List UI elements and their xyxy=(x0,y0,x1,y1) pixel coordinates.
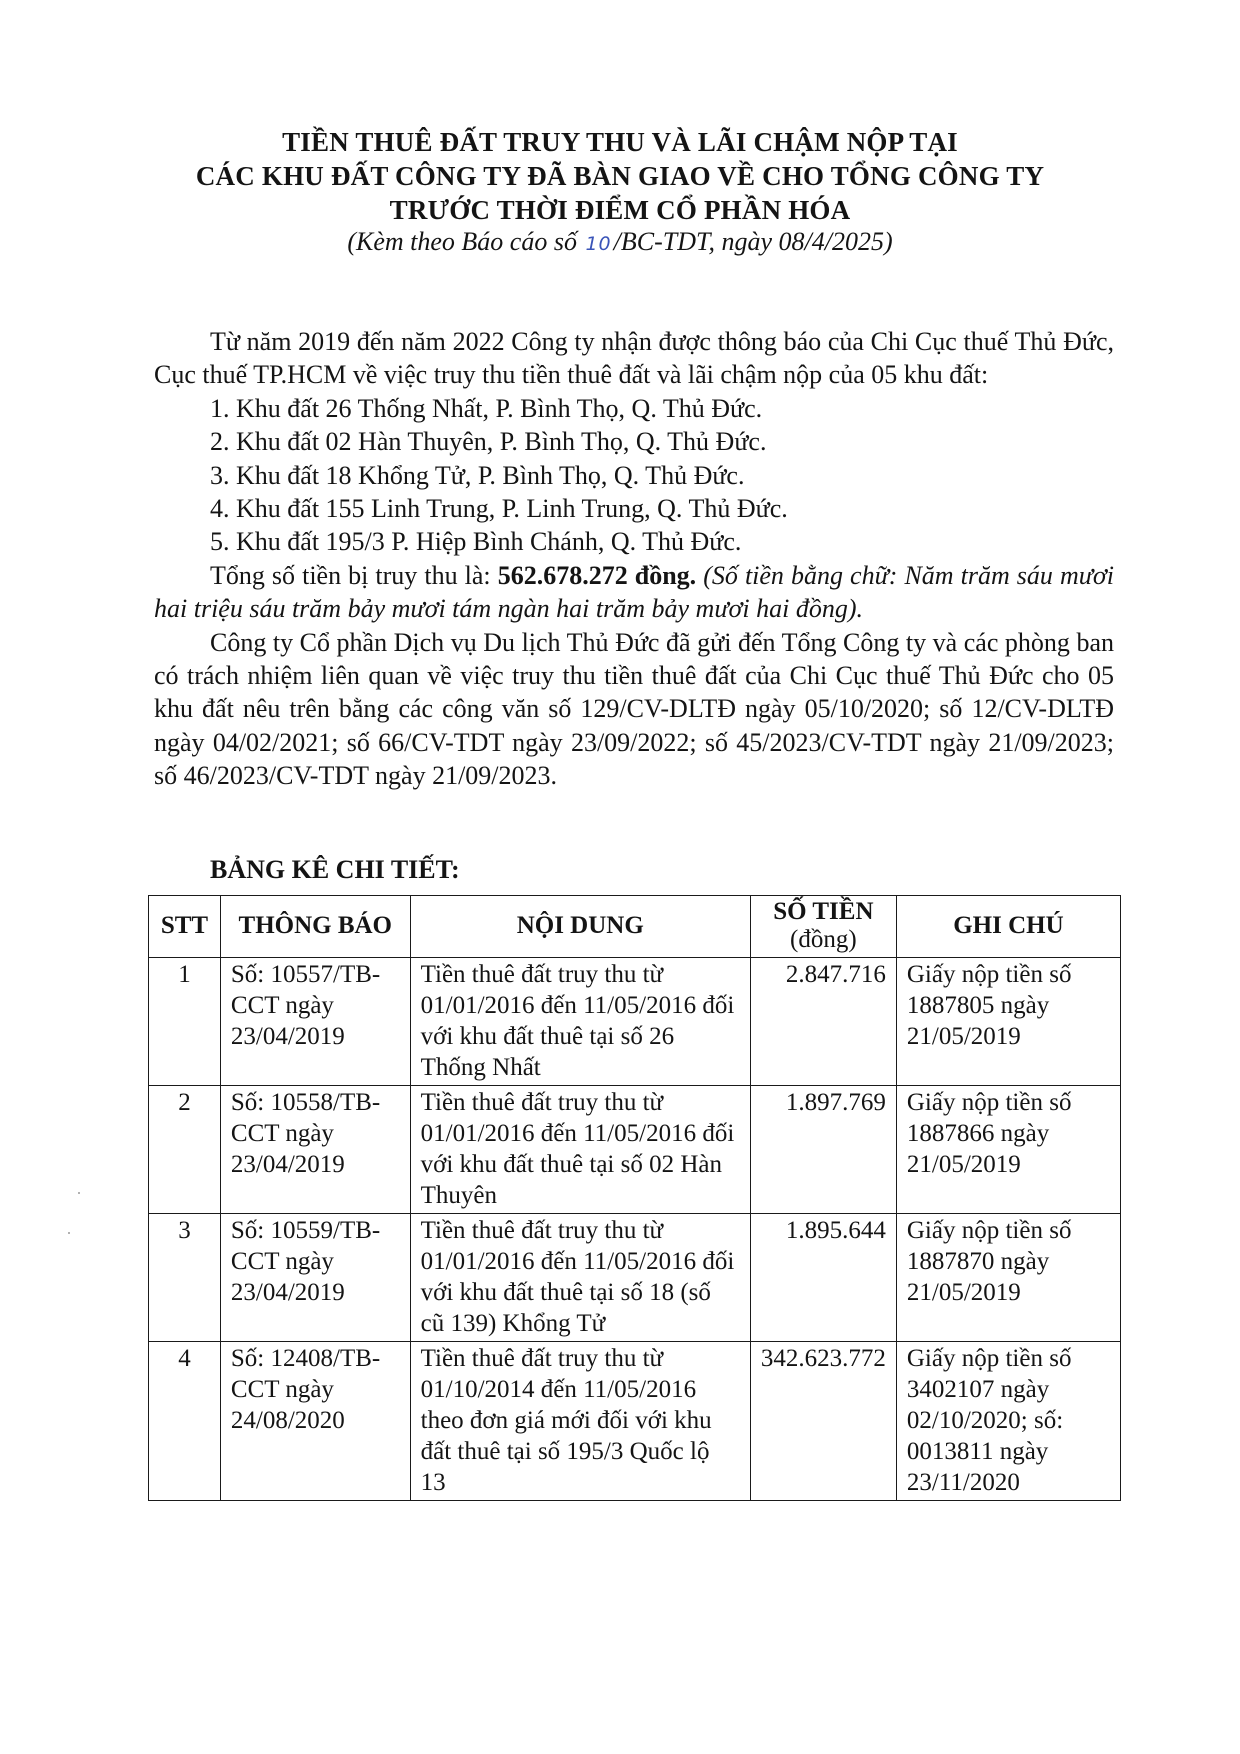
header-note: GHI CHÚ xyxy=(896,896,1120,958)
scan-speck xyxy=(78,1192,80,1194)
header-notice: THÔNG BÁO xyxy=(220,896,410,958)
cell-stt: 4 xyxy=(149,1342,221,1501)
cell-content: Tiền thuê đất truy thu từ 01/01/2016 đến 11/05/2016 đối với khu đất thuê tại số 02 Hàn Thuyên xyxy=(410,1086,750,1214)
title-line-3: TRƯỚC THỜI ĐIỂM CỔ PHẦN HÓA xyxy=(389,195,851,225)
cell-content: Tiền thuê đất truy thu từ 01/10/2014 đến 11/05/2016 theo đơn giá mới đối với khu đất thuê tại số 195/3 Quốc lộ 13 xyxy=(410,1342,750,1501)
cell-note: Giấy nộp tiền số 1887805 ngày 21/05/2019 xyxy=(896,958,1120,1086)
title-line-1: TIỀN THUÊ ĐẤT TRUY THU VÀ LÃI CHẬM NỘP TẠI xyxy=(282,127,958,157)
header-amount-unit: (đồng) xyxy=(790,926,857,953)
table-row xyxy=(149,1342,1121,1501)
land-list-item-4: 4. Khu đất 155 Linh Trung, P. Linh Trung, Q. Thủ Đức. xyxy=(210,494,788,524)
table-row xyxy=(149,958,1121,1086)
total-label: Tổng số tiền bị truy thu là: xyxy=(210,560,491,590)
document-title xyxy=(0,125,1240,227)
cell-stt: 3 xyxy=(149,1214,221,1342)
table-header-row xyxy=(149,896,1121,958)
table-row xyxy=(149,1214,1121,1342)
total-paragraph xyxy=(154,559,1114,626)
document-body xyxy=(154,325,1114,793)
scan-speck xyxy=(68,1232,70,1234)
document-subtitle xyxy=(0,226,1240,260)
detail-table xyxy=(148,895,1121,1501)
cell-amount: 1.897.769 xyxy=(750,1086,896,1214)
report-number-handwritten: 10 xyxy=(585,233,612,255)
cell-content: Tiền thuê đất truy thu từ 01/01/2016 đến 11/05/2016 đối với khu đất thuê tại số 26 Thống Nhất xyxy=(410,958,750,1086)
header-amount xyxy=(750,896,896,958)
cell-notice: Số: 10559/TB-CCT ngày 23/04/2019 xyxy=(220,1214,410,1342)
cell-notice: Số: 10558/TB-CCT ngày 23/04/2019 xyxy=(220,1086,410,1214)
cell-amount: 1.895.644 xyxy=(750,1214,896,1342)
dispatch-paragraph: Công ty Cổ phần Dịch vụ Du lịch Thủ Đức đã gửi đến Tổng Công ty và các phòng ban có trách nhiệm liên quan về việc truy thu tiền thuê đất của Chi Cục thuế Thủ Đức cho 05 khu đất nêu trên bằng các công văn số 129/CV-DLTĐ ngày 05/10/2020; số 12/CV-DLTĐ ngày 04/02/2021; số 66/CV-TDT ngày 23/09/2022; số 45/2023/CV-TDT ngày 21/09/2023; số 46/2023/CV-TDT ngày 21/09/2023. xyxy=(154,627,1114,791)
header-amount-label: SỐ TIỀN xyxy=(773,898,874,925)
cell-note: Giấy nộp tiền số 1887866 ngày 21/05/2019 xyxy=(896,1086,1120,1214)
header-content: NỘI DUNG xyxy=(410,896,750,958)
land-list-item-5: 5. Khu đất 195/3 P. Hiệp Bình Chánh, Q. Thủ Đức. xyxy=(210,527,742,557)
total-in-words: (Số tiền bằng chữ: Năm trăm sáu mươi hai triệu sáu trăm bảy mươi tám ngàn hai trăm bảy mươi hai đồng). xyxy=(154,560,1115,624)
land-list-item-3: 3. Khu đất 18 Khổng Tử, P. Bình Thọ, Q. Thủ Đức. xyxy=(210,460,745,490)
title-line-2: CÁC KHU ĐẤT CÔNG TY ĐÃ BÀN GIAO VỀ CHO TỔNG CÔNG TY xyxy=(195,161,1045,191)
cell-stt: 2 xyxy=(149,1086,221,1214)
cell-note: Giấy nộp tiền số 3402107 ngày 02/10/2020; số: 0013811 ngày 23/11/2020 xyxy=(896,1342,1120,1501)
cell-amount: 2.847.716 xyxy=(750,958,896,1086)
subtitle-suffix: /BC-TDT, ngày 08/4/2025) xyxy=(613,227,893,256)
subtitle-prefix: (Kèm theo Báo cáo số xyxy=(347,227,577,256)
intro-paragraph: Từ năm 2019 đến năm 2022 Công ty nhận được thông báo của Chi Cục thuế Thủ Đức, Cục thuế TP.HCM về việc truy thu tiền thuê đất và lãi chậm nộp của 05 khu đất: xyxy=(154,327,1114,390)
table-heading: BẢNG KÊ CHI TIẾT: xyxy=(210,855,460,884)
cell-stt: 1 xyxy=(149,958,221,1086)
land-list-item-1: 1. Khu đất 26 Thống Nhất, P. Bình Thọ, Q. Thủ Đức. xyxy=(210,393,763,423)
cell-notice: Số: 12408/TB-CCT ngày 24/08/2020 xyxy=(220,1342,410,1501)
cell-notice: Số: 10557/TB-CCT ngày 23/04/2019 xyxy=(220,958,410,1086)
cell-content: Tiền thuê đất truy thu từ 01/01/2016 đến 11/05/2016 đối với khu đất thuê tại số 18 (số cũ 139) Khổng Tử xyxy=(410,1214,750,1342)
header-stt: STT xyxy=(149,896,221,958)
cell-amount: 342.623.772 xyxy=(750,1342,896,1501)
land-list-item-2: 2. Khu đất 02 Hàn Thuyên, P. Bình Thọ, Q. Thủ Đức. xyxy=(210,427,767,457)
total-amount: 562.678.272 đồng. xyxy=(497,560,697,590)
cell-note: Giấy nộp tiền số 1887870 ngày 21/05/2019 xyxy=(896,1214,1120,1342)
table-row xyxy=(149,1086,1121,1214)
